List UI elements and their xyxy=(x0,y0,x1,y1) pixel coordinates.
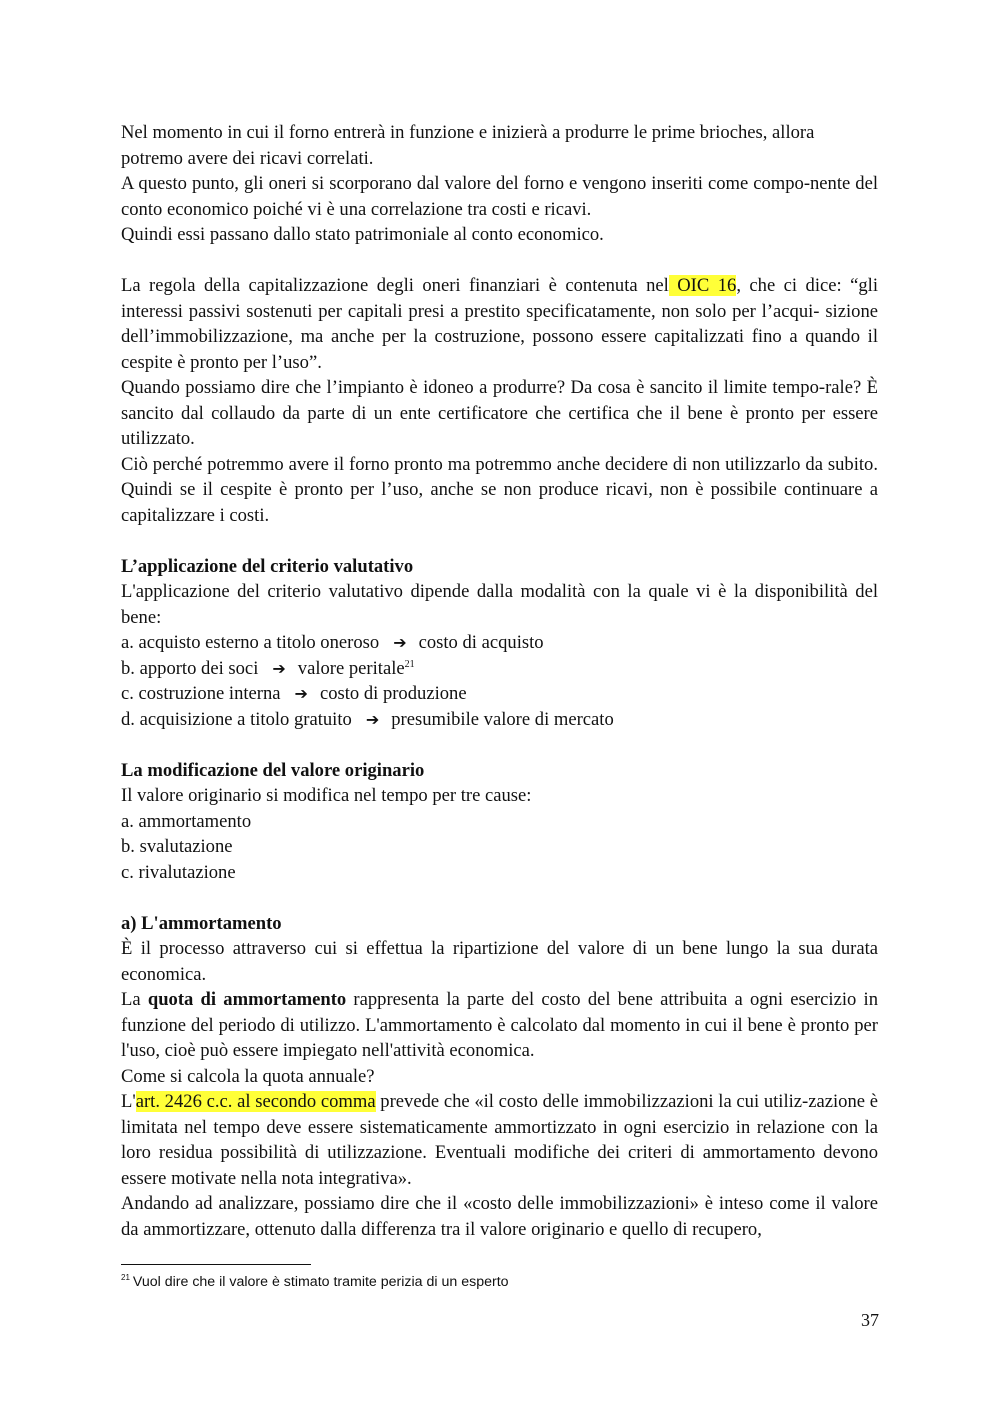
paragraph: Quindi essi passano dallo stato patrimoniale al conto economico. xyxy=(121,224,604,245)
paragraph: Quando possiamo dire che l’impianto è idoneo a produrre? Da cosa è sancito il limite tempo-rale? È sancito dal collaudo da parte di un ente certificatore che certifica che il bene è pronto per essere utilizzato. xyxy=(121,377,878,449)
list-item xyxy=(121,630,878,656)
paragraph: Andando ad analizzare, possiamo dire che il «costo delle immobilizzazioni» è inteso come il valore da ammortizzare, ottenuto dalla differenza tra il valore originario e quello di recupero, xyxy=(121,1193,878,1240)
paragraph-oic16 xyxy=(121,273,878,375)
footnote-separator xyxy=(121,1264,311,1265)
page-number: 37 xyxy=(861,1310,879,1330)
footnote-reference[interactable]: 21 xyxy=(404,658,415,670)
section-heading: a) L'ammortamento xyxy=(121,912,282,934)
arrow-right-icon: ➔ xyxy=(393,633,407,652)
list-item-value: costo di produzione xyxy=(319,683,467,704)
page-body xyxy=(121,120,878,1242)
arrow-right-icon: ➔ xyxy=(365,709,380,729)
list-item: c. rivalutazione xyxy=(121,861,236,883)
paragraph: Come si calcola la quota annuale? xyxy=(121,1065,375,1087)
highlighted-reference: OIC 16 xyxy=(668,275,737,296)
arrow-right-icon: ➔ xyxy=(272,658,286,678)
list-item: a. ammortamento xyxy=(121,810,252,832)
highlighted-reference: art. 2426 c.c. al secondo comma xyxy=(135,1091,376,1112)
bold-term: quota di ammortamento xyxy=(147,989,347,1010)
paragraph: Ciò perché potremmo avere il forno pronto ma potremmo anche decidere di non utilizzarlo da subito. Quindi se il cespite è pronto per l’uso, anche se non produce ricavi, non è possibile continuare a capitalizzare i costi. xyxy=(121,453,878,526)
text-span: rappresenta la parte del costo del bene attribuita a ogni esercizio in funzione del periodo di utilizzo. L'ammortamento è calcolato dal momento in cui il bene è pronto per l'uso, cioè può essere impiegato nell'attività economica. xyxy=(121,989,878,1061)
paragraph: L'applicazione del criterio valutativo dipende dalla modalità con la quale vi è la disponibilità del bene: xyxy=(121,581,878,628)
list-item xyxy=(121,656,878,682)
list-item xyxy=(121,707,878,733)
footnote-text: Vuol dire che il valore è stimato tramite perizia di un esperto xyxy=(132,1274,509,1290)
section-heading: La modificazione del valore originario xyxy=(121,759,425,781)
paragraph: Nel momento in cui il forno entrerà in funzione e inizierà a produrre le prime brioches, allora potremo avere dei ricavi correlati. xyxy=(121,122,815,169)
arrow-right-icon: ➔ xyxy=(294,684,308,703)
paragraph-quota xyxy=(121,987,878,1064)
paragraph: A questo punto, gli oneri si scorporano dal valore del forno e vengono inseriti come compo-nente del conto economico poiché vi è una correlazione tra costi e ricavi. xyxy=(121,173,878,220)
list-item-label: a. acquisto esterno a titolo oneroso xyxy=(121,632,380,653)
list-item-value: costo di acquisto xyxy=(418,632,544,653)
list-item xyxy=(121,681,878,707)
paragraph-art2426 xyxy=(121,1089,878,1191)
text-span: prevede che «il costo delle immobilizzazioni la cui utiliz-zazione è limitata nel tempo deve essere sistematicamente ammortizzato in ogni esercizio in relazione con la loro residua possibilità di utilizzazione. Eventuali modifiche dei criteri di ammortamento devono essere motivate nella nota integrativa». xyxy=(121,1091,878,1189)
list-item-value: presumibile valore di mercato xyxy=(391,708,614,730)
paragraph: È il processo attraverso cui si effettua la ripartizione del valore di un bene lungo la sua durata economica. xyxy=(121,938,878,985)
list-item-label: d. acquisizione a titolo gratuito xyxy=(121,708,352,730)
paragraph-spacer xyxy=(121,248,878,274)
text-span: La xyxy=(121,989,148,1010)
list-item-value: valore peritale xyxy=(297,657,405,679)
text-span: L' xyxy=(121,1091,136,1112)
list-item-label: b. apporto dei soci xyxy=(121,657,259,679)
text-span: La regola della capitalizzazione degli oneri finanziari è contenuta nel xyxy=(121,275,669,296)
paragraph-spacer xyxy=(121,885,878,911)
list-item-label: c. costruzione interna xyxy=(121,683,281,704)
text-span: , che ci dice: “gli interessi passivi sostenuti per capitali presi a prestito specificatamente, non solo per l’acqui- sizione dell’immobilizzazione, ma anche per la costruzione, possono essere capitalizzati fino a quando il cespite è pronto per l’uso”. xyxy=(121,275,878,373)
section-heading: L’applicazione del criterio valutativo xyxy=(121,555,414,577)
paragraph: Il valore originario si modifica nel tempo per tre cause: xyxy=(121,785,532,806)
footnote xyxy=(121,1272,878,1292)
footnote-number: 21 xyxy=(121,1273,130,1282)
paragraph-spacer xyxy=(121,528,878,554)
paragraph-spacer xyxy=(121,732,878,758)
list-item: b. svalutazione xyxy=(121,836,233,857)
